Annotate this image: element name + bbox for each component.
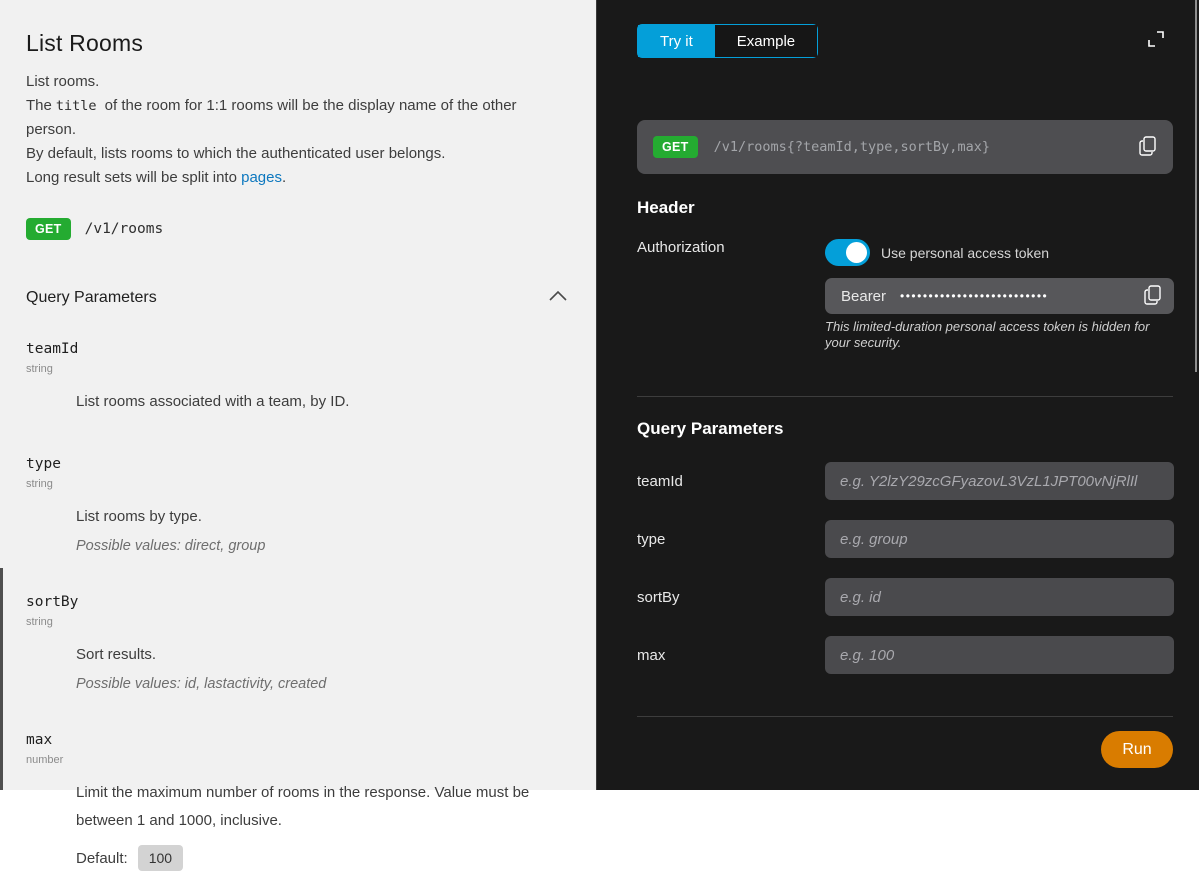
collapse-section-button[interactable] <box>546 288 570 307</box>
param-max <box>26 732 570 871</box>
max-input[interactable] <box>825 636 1174 674</box>
sortBy-field-label: sortBy <box>637 589 680 606</box>
method-badge: GET <box>26 218 71 240</box>
method-badge: GET <box>653 136 698 158</box>
param-type: string <box>26 478 53 490</box>
copy-url-button[interactable] <box>1137 136 1157 158</box>
type-input[interactable] <box>825 520 1174 558</box>
tab-example[interactable]: Example <box>715 25 817 57</box>
description-line: Long result sets will be split into pages. <box>26 169 287 186</box>
toggle-label: Use personal access token <box>881 245 1050 261</box>
section-divider <box>637 396 1173 397</box>
copy-icon <box>1139 136 1156 156</box>
teamId-input[interactable] <box>825 462 1174 500</box>
param-type-block <box>26 456 570 554</box>
description-line: By default, lists rooms to which the authenticated user belongs. <box>26 145 446 162</box>
endpoint-summary <box>26 218 570 240</box>
masked-token-value: •••••••••••••••••••••••••• <box>900 289 1049 303</box>
copy-token-button[interactable] <box>1142 285 1162 307</box>
param-name: sortBy <box>26 594 79 610</box>
try-it-tab-group <box>637 24 818 58</box>
param-description: List rooms by type. <box>76 508 202 525</box>
param-possible-values: Possible values: direct, group <box>76 538 266 554</box>
sortBy-input[interactable] <box>825 578 1174 616</box>
param-description: Limit the maximum number of rooms in the response. Value must be between 1 and 1000, inclusive. <box>76 784 530 829</box>
authorization-label: Authorization <box>637 239 725 256</box>
param-name: teamId <box>26 341 79 357</box>
tab-try-it[interactable]: Try it <box>638 25 715 57</box>
max-field-label: max <box>637 647 666 664</box>
request-url: /v1/rooms{?teamId,type,sortBy,max} <box>713 139 990 155</box>
param-possible-values: Possible values: id, lastactivity, created <box>76 676 327 692</box>
teamId-field-label: teamId <box>637 473 683 490</box>
toggle-knob <box>846 242 867 263</box>
param-type: number <box>26 754 64 766</box>
param-default <box>76 845 548 871</box>
description-line: List rooms. <box>26 73 100 90</box>
param-type: string <box>26 363 53 375</box>
page-title: List Rooms <box>26 30 144 56</box>
param-description: Sort results. <box>76 646 157 663</box>
type-field-label: type <box>637 531 666 548</box>
default-label: Default: <box>76 849 128 867</box>
param-sortBy <box>26 594 570 692</box>
run-button[interactable]: Run <box>1101 731 1173 768</box>
param-type: string <box>26 616 53 628</box>
query-parameters-section-title: Query Parameters <box>637 419 784 438</box>
description-line: The title of the room for 1:1 rooms will be the display name of the other person. <box>26 97 517 138</box>
param-teamId <box>26 341 570 416</box>
chevron-up-icon <box>548 290 568 302</box>
left-scrollbar-thumb[interactable] <box>0 568 3 790</box>
endpoint-description <box>26 70 570 190</box>
inline-code-title: title <box>55 98 97 114</box>
copy-icon <box>1144 285 1161 305</box>
request-url-bar <box>637 120 1173 174</box>
try-it-panel <box>596 0 1199 790</box>
right-scrollbar-thumb[interactable] <box>1195 0 1197 372</box>
documentation-panel <box>0 0 596 867</box>
pages-link[interactable]: pages <box>241 169 282 186</box>
default-value-badge: 100 <box>138 845 183 871</box>
bearer-label: Bearer <box>841 287 887 305</box>
query-parameters-section-header <box>26 288 570 307</box>
personal-access-token-toggle[interactable] <box>825 239 870 266</box>
token-security-note: This limited-duration personal access token is hidden for your security. <box>825 319 1150 350</box>
param-description: List rooms associated with a team, by ID. <box>76 393 350 410</box>
param-name: max <box>26 732 53 748</box>
footer-divider <box>637 716 1173 717</box>
expand-icon <box>1145 28 1167 50</box>
bearer-token-field[interactable] <box>825 278 1174 314</box>
section-title: Query Parameters <box>26 288 157 306</box>
endpoint-path: /v1/rooms <box>84 221 164 237</box>
expand-panel-button[interactable] <box>1145 28 1167 50</box>
param-name: type <box>26 456 61 472</box>
header-section-title: Header <box>637 198 695 217</box>
